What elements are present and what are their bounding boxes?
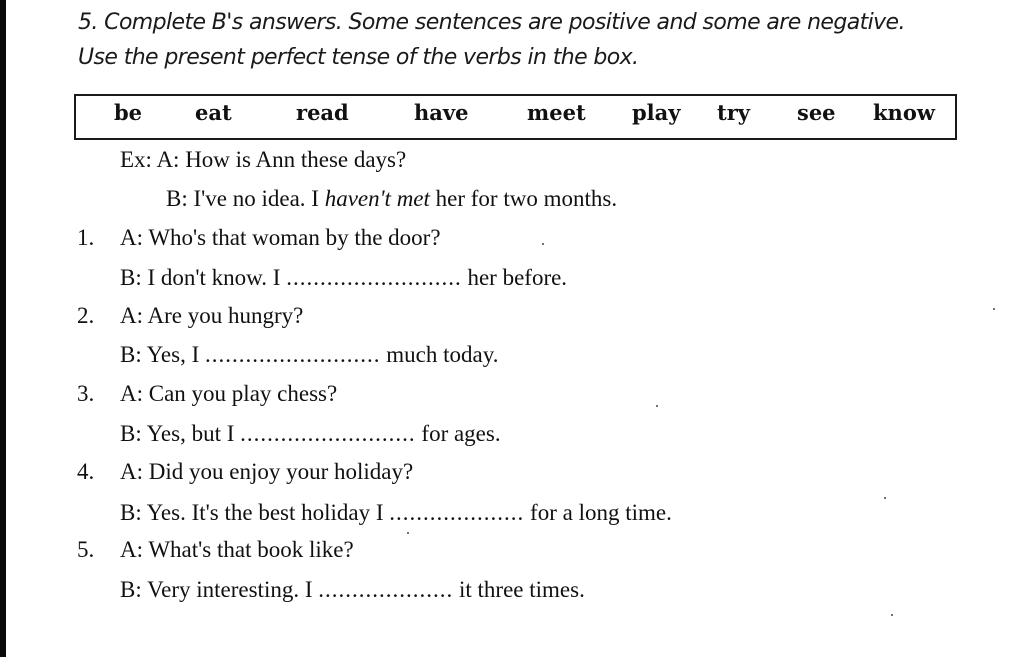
question-4-a: A: Did you enjoy your holiday?: [120, 459, 414, 484]
verb-have: have: [414, 100, 469, 125]
question-1-blank[interactable]: ..........................: [286, 265, 462, 290]
instruction-line-1: 5. Complete B's answers. Some sentences are positive and some are negative.: [78, 10, 905, 35]
verb-play: play: [632, 100, 681, 125]
verb-read: read: [296, 100, 349, 125]
question-1-b: [120, 265, 567, 291]
example-b-start: B: I've no idea. I: [166, 186, 325, 211]
question-3-b-before: B: Yes, but I: [120, 421, 241, 446]
scan-speck: [656, 405, 658, 407]
question-5-b-before: B: Very interesting. I: [120, 577, 319, 602]
scan-speck: [884, 497, 886, 499]
question-3-number: 3.: [77, 381, 95, 406]
scan-speck: [542, 243, 544, 245]
question-3-b-after: for ages.: [415, 421, 501, 446]
verb-be: be: [114, 100, 143, 125]
verb-eat: eat: [195, 100, 232, 125]
question-5-blank[interactable]: ....................: [318, 577, 454, 602]
question-4-blank[interactable]: ....................: [389, 500, 525, 525]
question-2-a: A: Are you hungry?: [120, 303, 304, 328]
question-2-b: [120, 342, 498, 368]
question-3-b: [120, 421, 501, 447]
example-label: Ex:: [120, 147, 152, 172]
instruction-line-2: Use the present perfect tense of the verbs in the box.: [78, 45, 639, 70]
question-5-number: 5.: [77, 537, 95, 562]
example-b-line: [166, 186, 617, 212]
scan-speck: [407, 532, 409, 534]
question-2-b-after: much today.: [380, 342, 499, 367]
question-4-number: 4.: [77, 459, 95, 484]
verb-try: try: [717, 100, 750, 125]
verb-see: see: [797, 100, 836, 125]
question-3-a: A: Can you play chess?: [120, 381, 338, 406]
question-2-b-before: B: Yes, I: [120, 342, 206, 367]
question-3-blank[interactable]: ..........................: [240, 421, 416, 446]
scan-left-edge: [0, 0, 6, 657]
question-4-b: [120, 500, 672, 526]
example-a-text: A: How is Ann these days?: [156, 147, 407, 172]
example-b-end: her for two months.: [429, 186, 618, 211]
question-5-a: A: What's that book like?: [120, 537, 354, 562]
scan-speck: [891, 614, 893, 616]
question-4-b-after: for a long time.: [524, 500, 672, 525]
verb-meet: meet: [527, 100, 586, 125]
verb-know: know: [873, 100, 935, 125]
scan-speck: [993, 308, 995, 310]
question-5-b-after: it three times.: [453, 577, 585, 602]
question-2-number: 2.: [77, 303, 95, 328]
question-4-b-before: B: Yes. It's the best holiday I: [120, 500, 390, 525]
example-b-italic: haven't met: [324, 186, 430, 211]
example-a-line: [120, 147, 406, 173]
question-1-number: 1.: [77, 225, 95, 250]
question-5-b: [120, 577, 585, 603]
question-2-blank[interactable]: ..........................: [205, 342, 381, 367]
question-1-b-after: her before.: [461, 265, 568, 290]
question-1-b-before: B: I don't know. I: [120, 265, 287, 290]
question-1-a: A: Who's that woman by the door?: [120, 225, 441, 250]
